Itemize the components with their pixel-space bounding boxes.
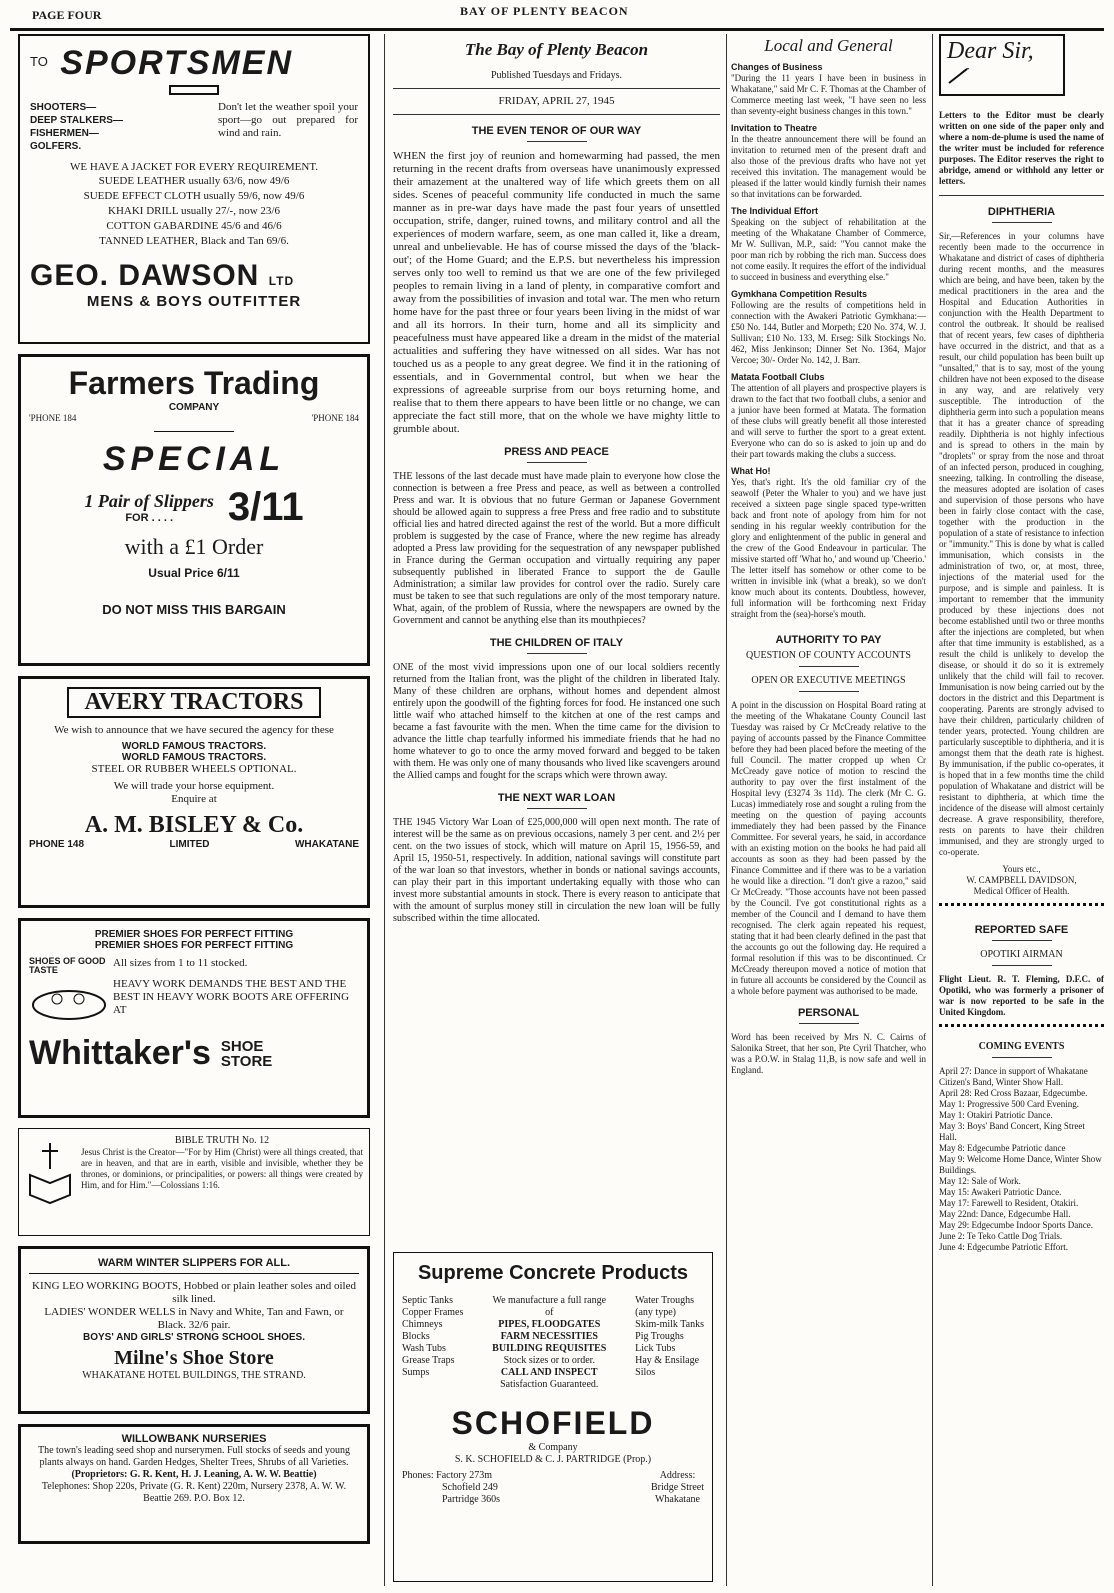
news-item xyxy=(731,289,926,366)
partridge-phone: Partridge 360s xyxy=(442,1494,501,1505)
avery-line1: We wish to announce that we have secured the agency for these xyxy=(54,724,334,736)
news-body: In the theatre announcement there will be found an invitation to returned men of the present draft and also those of the previous drafts who have not yet received this invitation. The management would be pleased if the latter would kindly furnish their names so that invitations can be forwarded. xyxy=(731,134,926,199)
shoe-headline: PREMIER SHOES FOR PERFECT FITTING xyxy=(94,940,294,951)
event-item: April 27: Dance in support of Whakatane Citizen's Band, Winter Show Hall. xyxy=(939,1066,1088,1087)
article-body: Word has been received by Mrs N. C. Cairns of Salonika Street, that her son, Pte Cyril Thatcher, who was a P.O.W. in Stalag 11,B, is now safe and well in England. xyxy=(731,1032,926,1075)
for-label: FOR . . . . xyxy=(125,512,173,524)
authority-article xyxy=(731,634,926,997)
farmers-trading-ad xyxy=(18,354,370,666)
shoe-logo-text: SHOES OF GOOD TASTE xyxy=(29,956,106,975)
article-title: AUTHORITY TO PAY xyxy=(775,634,882,646)
list-item: Stock sizes or to order. xyxy=(503,1355,595,1366)
divider-ornament xyxy=(169,85,219,95)
list-item: Satisfaction Guaranteed. xyxy=(500,1379,599,1390)
divider xyxy=(939,1024,1104,1035)
event-item: May 1: Otakiri Patriotic Dance. xyxy=(939,1110,1053,1120)
avery-line3: WORLD FAMOUS TRACTORS. xyxy=(121,752,267,763)
town-label: WHAKATANE xyxy=(294,839,359,850)
willowbank-title: WILLOWBANK NURSERIES xyxy=(121,1433,267,1445)
list-item: Wash Tubs xyxy=(402,1343,446,1354)
news-body: Yes, that's right. It's the old familiar cry of the seawolf (Peter the Whaler to you) and we have just received a sixteen page single spaced type-written back and front note of apology from him for not sending in his regular weekly contribution for the glory and enlightenment of the public in general and the crew of the Good Endeavour in particular. The missive started off 'What ho,' and wound up 'Cheerio.' The letter itself has somehow or other come to be written in invisible ink (what a break), so we don't know much about its contents. Doubtless, however, full information will be forthcoming next Friday straight from the (sea)-horse's mouth. xyxy=(731,477,926,619)
article-title: PRESS AND PEACE xyxy=(504,446,609,458)
company-label: COMPANY xyxy=(168,402,220,413)
bible-title: BIBLE TRUTH No. 12 xyxy=(174,1135,270,1146)
article-subtitle: OPOTIKI AIRMAN xyxy=(980,949,1063,960)
letter-author: W. CAMPBELL DAVIDSON, xyxy=(966,875,1077,885)
divider xyxy=(154,431,234,432)
ltd-label: LTD xyxy=(268,274,295,288)
avery-line6: Enquire at xyxy=(171,793,217,805)
avery-title: AVERY TRACTORS xyxy=(67,687,321,718)
whittakers-shoe-ad xyxy=(18,918,370,1118)
weather-note: Don't let the weather spoil your sport—go out prepared for wind and rain. xyxy=(218,101,358,139)
news-item xyxy=(731,123,926,200)
milnes-shoe-ad xyxy=(18,1246,370,1414)
willowbank-text: The town's leading seed shop and nurserymen. Full stocks of seeds and young plants always on hand. Garden Hedges, Shelter Trees, Shrubs of all Varieties. xyxy=(37,1445,351,1468)
list-item: PIPES, FLOODGATES xyxy=(498,1319,601,1330)
list-item: Copper Frames xyxy=(402,1307,464,1318)
list-item: We manufacture a full range of xyxy=(492,1295,607,1318)
list-item: Lick Tubs xyxy=(635,1343,676,1354)
quill-pen-icon xyxy=(947,67,971,85)
letters-note: Letters to the Editor must be clearly written on one side of the paper only and where a nom-de-plume is used the name of the writer must be included for reference purposes. The Editor reserves the right to abridge, amend or withhold any letter or letters. xyxy=(939,110,1104,186)
price-item: SUEDE EFFECT CLOTH usually 59/6, now 49/6 xyxy=(83,190,305,202)
avery-line5: We will trade your horse equipment. xyxy=(113,780,275,792)
editorial-article xyxy=(393,637,720,782)
personal-article xyxy=(731,1007,926,1076)
list-item: FARM NECESSITIES xyxy=(500,1331,598,1342)
article-body: Flight Lieut. R. T. Fleming, D.F.C. of Opotiki, who was formerly a prisoner of war is now reported to be safe in the United Kingdom. xyxy=(939,974,1104,1017)
article-body: THE 1945 Victory War Loan of £25,000,000 will open next month. The rate of interest will be the same as on previous occasions, namely 3 per cent. and 2½ per cent. on the two issues of stock, which will mature on April 15, 1956-59, and April 15, 1950-51, respectively. In addition, national savings will constitute part of the war loan so that investors, whether in bonds or national savings accounts, can play their part in this important undertaking equally with those who can invest more substantial amounts in stock. There is every reason to anticipate that with the amount of surplus money still in circulation the new loan will be fully subscribed within the time allocated. xyxy=(393,817,720,924)
event-item: May 3: Boys' Band Concert, King Street Hall. xyxy=(939,1121,1085,1142)
event-item: May 9: Welcome Home Dance, Winter Show Buildings. xyxy=(939,1154,1102,1175)
list-item: BUILDING REQUISITES xyxy=(492,1343,607,1354)
editorial-article xyxy=(393,125,720,436)
paper-name: BAY OF PLENTY BEACON xyxy=(460,4,629,18)
list-item: Chimneys xyxy=(402,1319,443,1330)
list-item: Skim-milk Tanks xyxy=(635,1319,704,1330)
event-item: April 28: Red Cross Bazaar, Edgecumbe. xyxy=(939,1088,1088,1098)
coming-events xyxy=(939,1041,1104,1253)
masthead-title: The Bay of Plenty Beacon xyxy=(464,40,649,59)
bisley-name: A. M. BISLEY & Co. xyxy=(84,812,304,838)
divider xyxy=(939,903,1104,914)
article-title: THE EVEN TENOR OF OUR WAY xyxy=(471,125,642,137)
article-title: THE NEXT WAR LOAN xyxy=(497,792,616,804)
whittakers-name: Whittaker's xyxy=(29,1034,211,1072)
sportsmen-ad xyxy=(18,34,370,344)
editorial-article xyxy=(393,446,720,627)
bisley-phone: PHONE 148 xyxy=(29,839,85,850)
company-label: & Company xyxy=(528,1442,578,1453)
news-body: Speaking on the subject of rehabilitation at the meeting of the Whakatane Chamber of Commerce, Mr W. Sullivan, M.P., said: "You cannot make the poor man rich by robbing the rich man. Success does not come easily. It requires the effort of the individual to succeed in business and everything else." xyxy=(731,217,926,282)
schofield-phone: Schofield 249 xyxy=(442,1482,498,1493)
list-item: Blocks xyxy=(402,1331,430,1342)
offer-price: 3/11 xyxy=(227,485,304,529)
events-title: COMING EVENTS xyxy=(978,1041,1065,1052)
sports-list xyxy=(30,101,123,153)
article-title: REPORTED SAFE xyxy=(974,924,1069,936)
reported-safe-article xyxy=(939,924,1104,1018)
editorial-column xyxy=(384,34,720,1586)
article-subtitle: QUESTION OF COUNTY ACCOUNTS xyxy=(746,650,911,661)
news-body: Following are the results of competitions held in connection with the Awakeri Patriotic Gymkhana:—£50 No. 144, Butler and Morpeth; £20 No. 374, W. J. Sullivan; £10 No. 133, M. Erseg: Silk Stockings No. 462, Miss Jenkinson; Dinner Set No. 1364, Major Vercoe; 30/- Order No. 142, J. Barr. xyxy=(731,300,926,365)
event-item: May 12: Sale of Work. xyxy=(939,1176,1021,1186)
editorial-article xyxy=(393,792,720,925)
list-item: Pig Troughs xyxy=(635,1331,684,1342)
sportsmen-title: SPORTSMEN xyxy=(60,44,294,82)
price-item: KHAKI DRILL usually 27/-, now 23/6 xyxy=(108,205,280,217)
shoe-store-label: SHOE STORE xyxy=(220,1037,273,1070)
news-item xyxy=(731,206,926,283)
dawson-name xyxy=(30,259,358,293)
open-book-icon xyxy=(25,1135,75,1205)
usual-price: Usual Price 6/11 xyxy=(148,566,240,580)
event-item: May 8: Edgecumbe Patriotic dance xyxy=(939,1143,1066,1153)
offer-label: 1 Pair of Slippers xyxy=(84,491,214,511)
news-heading: Changes of Business xyxy=(731,62,823,72)
event-item: May 15: Awakeri Patriotic Dance. xyxy=(939,1187,1062,1197)
news-body: The attention of all players and prospective players is drawn to the fact that two football clubs, a senior and a junior have been formed at Matata. The formation of these clubs will greatly benefit all those interested and will serve to further the sport to a great extent. Everyone who can do so is asked to join up and do their part towards making the clubs a success. xyxy=(731,383,926,459)
willowbank-proprietors: (Proprietors: G. R. Kent, H. J. Leaning, A. W. W. Beattie) xyxy=(71,1469,317,1480)
slippers-headline: WARM WINTER SLIPPERS FOR ALL. xyxy=(97,1257,291,1269)
article-body: A point in the discussion on Hospital Board rating at the meeting of the Whakatane County Council last Tuesday was raised by Cr McCready relative to the paying of accounts passed by the Finance Committee before they had been placed before the meeting of the full Council. The matter cropped up when Cr McCready gave notice of motion to rescind the authority to pay over the first instalment of the Hospital levy (£3274 3s 11d). The clerk (Mr C. G. Lucas) immediately rose and sought a ruling from the meeting on the question of paying accounts immediately they had been passed by the Finance Committee. For several years, he said, in accordance with an existing motion on the books he had paid all accounts as soon as they had been passed by the Finance Committee and if there was to be a variation he would like a direction. "I don't give a razoo," said Cr McCready. "Those accounts have not been passed by the Council. I've got constitutional rights as a member of the Council and I demand to have them recognised. The clerk again repeated his request, stating that it had been clearly defined in the past that the accounts go out the following day. He required a formal resolution if this was to be discontinued. Cr McCready thereupon moved a notice of motion that in future all accounts be considered by the Council as a whole before payment was authorised to be made. xyxy=(731,700,926,996)
news-heading: What Ho! xyxy=(731,466,771,476)
heavy-work-line: HEAVY WORK DEMANDS THE BEST AND THE BEST IN HEAVY WORK BOOTS ARE OFFERING AT xyxy=(113,978,350,1016)
special-label: SPECIAL xyxy=(102,440,286,478)
to-label: TO xyxy=(30,54,48,69)
list-item: Water Troughs xyxy=(635,1295,695,1306)
concrete-left-list xyxy=(402,1295,463,1391)
shoe-headline: PREMIER SHOES FOR PERFECT FITTING xyxy=(94,929,294,940)
list-item: Sumps xyxy=(402,1367,430,1378)
shoe-illustration-icon xyxy=(29,975,109,1025)
list-item: SHOOTERS— xyxy=(30,102,97,113)
phones xyxy=(29,413,359,423)
avery-line4: STEEL OR RUBBER WHEELS OPTIONAL. xyxy=(91,763,297,775)
news-item xyxy=(731,466,926,620)
jacket-line: WE HAVE A JACKET FOR EVERY REQUIREMENT. xyxy=(69,161,318,173)
list-item: GOLFERS. xyxy=(30,141,82,152)
schofield-proprietors: S. K. SCHOFIELD & C. J. PARTRIDGE (Prop.) xyxy=(454,1454,652,1465)
dear-sir-heading xyxy=(939,34,1065,96)
article-body: THE lessons of the last decade must have made plain to everyone how close the connection is between a free Press and peace, as well as between a controlled Press and war. It is obvious that no future German or Japanese Government should be allowed again to suppress a free Press and free radio and to substitute official lies and hatred directed against the rest of the world. But a more difficult problem is suggested by the case of France, where the new regime has already adopted a Press law providing for the sequestration of any newspaper published in France during the German occupation and virtually requiring any paper subsequently published in liberated France to support the de Gaulle Administration; a similar law provides for control over the radio. Surely care must be taken to see that such regulations are only of the most temporary nature. What, again, of the problem of Russia, where the newspapers are owned by the Government and cannot be anything else than its mouthpieces? xyxy=(393,471,720,626)
letter-body: Sir,—References in your columns have recently been made to the occurrence in Whakatane and district of cases of diphtheria during recent months, and the measures which are being, and have been, taken by the medical practitioners in the area and the Hospital and Education Authorities in conjunction with the Health Department to control the outbreak. It should be realised that of recent years, few cases of diphtheria have occurred in the district, and that as a result, our child population has been built up "unsalted," that is to say, most of the young children have not been exposed to the disease in any way, and are relatively very susceptible. The introduction of the diphtheria germ into such a population means that it has a greater chance of spreading readily. Diphtheria is not highly infectious and is spread to others in the main by "droplets" or spray from the nose and throat of an infected person, produced in coughing, sneezing, talking. In controlling the disease, the measures adopted are isolation of cases and supervision of those persons who have been in fairly close contact with the case, together with the production in the population of a state of resistance to infection or "immunity." This is done by what is called immunisation, which consists in the administration of two, or, at most, three, injections of the material used for the purpose, and is simple and painless. It is important to remember that the immunity produced by these injections does not become established until two or three months after the injections are completed, but when after that time immunity is established, as a result the child is unlikely to develop the disease, or should it do so it is extremely unlikely that the child will fail to recover. Immunisation is now being carried out by the doctors in the district and this Department is cooperating. Parents are strongly advised to have their children, particularly children of tender years, protected. Young children are particularly susceptible to diphtheria, and it is amongst them that the death rate is highest. By immunisation, if the public co-operates, it is hoped that in a few months time the child population of Whakatane and district will be resistant to diphtheria, at which time the incidence of the disease will almost certainly decrease. A grave responsibility, therefore, rests on parents to have their children immunised, and they are strongly urged to co-operate. xyxy=(939,231,1104,857)
list-item: Hay & Ensilage xyxy=(635,1355,700,1366)
letters-column xyxy=(932,34,1104,1586)
avery-line2: WORLD FAMOUS TRACTORS. xyxy=(121,741,267,752)
milnes-name: Milne's Shoe Store xyxy=(114,1347,274,1369)
order-line: with a £1 Order xyxy=(124,534,264,559)
list-item: (any type) xyxy=(635,1307,676,1318)
list-item: Septic Tanks xyxy=(402,1295,454,1306)
article-body: ONE of the most vivid impressions upon one of our local soldiers recently returned from the Italian front, was the plight of the children in liberated Italy. Many of these children are orphans, without homes and dependent almost entirely upon the goodwill of the fighting forces for food. He instanced one such little waif who attached himself to the kitchen at one of the rest camps and became a fast favourite with the men. When the time came for the division to advance the little chap tearfully informed his immediate friends that he had no home whatever to go to once the army moved forward and begged to be taken with them. He was only one of many thousands who lived like scavengers around the Allied camps and fought for the scraps which were thrown away. xyxy=(393,662,720,781)
news-heading: Gymkhana Competition Results xyxy=(731,289,868,299)
address-label: Address: xyxy=(659,1470,696,1481)
factory-phone: Phones: Factory 273m xyxy=(402,1470,492,1481)
school-shoes-line: BOYS' AND GIRLS' STRONG SCHOOL SHOES. xyxy=(82,1332,305,1343)
concrete-right-list xyxy=(635,1295,704,1391)
dear-sir-label: Dear Sir, xyxy=(947,38,1034,64)
milnes-address: WHAKATANE HOTEL BUILDINGS, THE STRAND. xyxy=(82,1370,306,1381)
list-item: FISHERMEN— xyxy=(30,128,99,139)
letter-title: DIPHTHERIA xyxy=(987,206,1056,218)
schofield-name: SCHOFIELD xyxy=(451,1405,655,1441)
article-body: WHEN the first joy of reunion and homewarming had passed, the men returning in the recent drafts from overseas have unanimously expressed their amazement at the unaltered way of life which greets them on all sides. Scenes of peaceful community life conducted in much the same manner as in pre-war days have made the past four years of unsettled occupation, strife, danger, ruined towns, and military control and all the experiences of modern warfare, seem, as one man called it, like a dream, unreal and unbelievable. He has of course missed the days of the 'black-out'; of the Home Guard; and the E.P.S. but nevertheless his impression serves only too well to remind us that we are one of the few privileged peoples to remain living in a land of plenty, in comparative comfort and away from the possibilities of invasion and total war. The men who return home have for the past three or four years been living in the midst of war and all its horrors. In their turn, home and all its simplicity and peacefulness must have appeared like a dream in the midst of the material actualities and suffering they have witnessed on all sides. War has not touched us as a people to any great degree. We find it in the rationing of essentials, and in Governmental control, but when we hear the expressions of agreeable surprise from our boys returning home, and realise that to them there appears to have been little or no change, we can appreciate the fact still more, that on the whole we have mighty little to grumble about. xyxy=(393,150,720,435)
bible-truth-box xyxy=(18,1128,370,1236)
farmers-title: Farmers Trading xyxy=(68,365,320,401)
event-item: May 17: Farewell to Resident, Otakiri. xyxy=(939,1198,1079,1208)
firm-name: GEO. DAWSON xyxy=(30,259,260,292)
letter-signoff: Yours etc., xyxy=(1002,864,1041,874)
article-subtitle: OPEN OR EXECUTIVE MEETINGS xyxy=(751,675,906,686)
list-item: Silos xyxy=(635,1367,656,1378)
sizes-line: All sizes from 1 to 11 stocked. xyxy=(113,957,248,969)
article-title: PERSONAL xyxy=(797,1007,860,1019)
events-list xyxy=(939,1066,1104,1253)
price-item: SUEDE LEATHER usually 63/6, now 49/6 xyxy=(98,175,290,187)
address-town: Whakatane xyxy=(654,1494,700,1505)
phone-right: 'PHONE 184 xyxy=(311,413,359,423)
issue-date: FRIDAY, APRIL 27, 1945 xyxy=(498,95,615,107)
avery-tractors-ad xyxy=(18,676,370,908)
concrete-mid-list xyxy=(489,1295,609,1391)
willowbank-ad xyxy=(18,1424,370,1544)
list-item: Grease Traps xyxy=(402,1355,455,1366)
concrete-title: Supreme Concrete Products xyxy=(417,1262,689,1284)
price-item: COTTON GABARDINE 45/6 and 46/6 xyxy=(106,220,282,232)
price-list xyxy=(30,174,358,249)
event-item: May 29: Edgecumbe Indoor Sports Dance. xyxy=(939,1220,1093,1230)
event-item: June 2: Te Teko Cattle Dog Trials. xyxy=(939,1231,1063,1241)
letter-author-title: Medical Officer of Health. xyxy=(973,886,1070,896)
limited-label: LIMITED xyxy=(169,839,210,850)
event-item: June 4: Edgecumbe Patriotic Effort. xyxy=(939,1242,1069,1252)
local-general-column xyxy=(726,34,926,1586)
event-item: May 1: Progressive 500 Card Evening. xyxy=(939,1099,1079,1109)
bargain-line: DO NOT MISS THIS BARGAIN xyxy=(102,602,286,617)
phone-left: 'PHONE 184 xyxy=(29,413,77,423)
bible-text: Jesus Christ is the Creator—"For by Him (Christ) were all things created, that are in heaven, and that are in earth, visible and invisible, whether they be thrones, or dominions, or principalities, or powers: all things were created by Him, and for Him."—Colossians 1:16. xyxy=(81,1147,363,1190)
local-general-title: Local and General xyxy=(764,36,893,55)
event-item: May 22nd: Dance, Edgecumbe Hall. xyxy=(939,1209,1071,1219)
dawson-tag: MENS & BOYS OUTFITTER xyxy=(86,293,302,310)
news-heading: Invitation to Theatre xyxy=(731,123,818,133)
shoe-logo xyxy=(29,957,113,1030)
address-street: Bridge Street xyxy=(650,1482,704,1493)
schofield-concrete-ad xyxy=(393,1252,713,1582)
news-item xyxy=(731,372,926,460)
list-item: DEEP STALKERS— xyxy=(30,115,123,126)
page-header xyxy=(10,0,1104,31)
list-item: CALL AND INSPECT xyxy=(500,1367,598,1378)
price-item: TANNED LEATHER, Black and Tan 69/6. xyxy=(99,235,289,247)
news-body: "During the 11 years I have been in business in Whakatane," said Mr C. F. Thomas at the Chamber of Commerce meeting last week, "I have seen no less than seventy-eight business changes in this town." xyxy=(731,73,926,116)
article-title: THE CHILDREN OF ITALY xyxy=(489,637,624,649)
page-number: PAGE FOUR xyxy=(32,8,102,22)
publication-days: Published Tuesdays and Fridays. xyxy=(490,70,623,81)
news-heading: Matata Football Clubs xyxy=(731,372,825,382)
king-leo-line: KING LEO WORKING BOOTS, Hobbed or plain leather soles and oiled silk lined. xyxy=(32,1280,356,1305)
news-item xyxy=(731,62,926,117)
wonder-wells-line: LADIES' WONDER WELLS in Navy and White, Tan and Fawn, or Black. 32/6 pair. xyxy=(44,1306,344,1331)
ads-column xyxy=(18,34,370,1586)
willowbank-telephones: Telephones: Shop 220s, Private (G. R. Kent) 220m, Nursery 2378, A. W. W. Beattie 269. P.O. Box 12. xyxy=(41,1481,347,1504)
news-heading: The Individual Effort xyxy=(731,206,818,216)
diphtheria-letter xyxy=(939,206,1104,897)
